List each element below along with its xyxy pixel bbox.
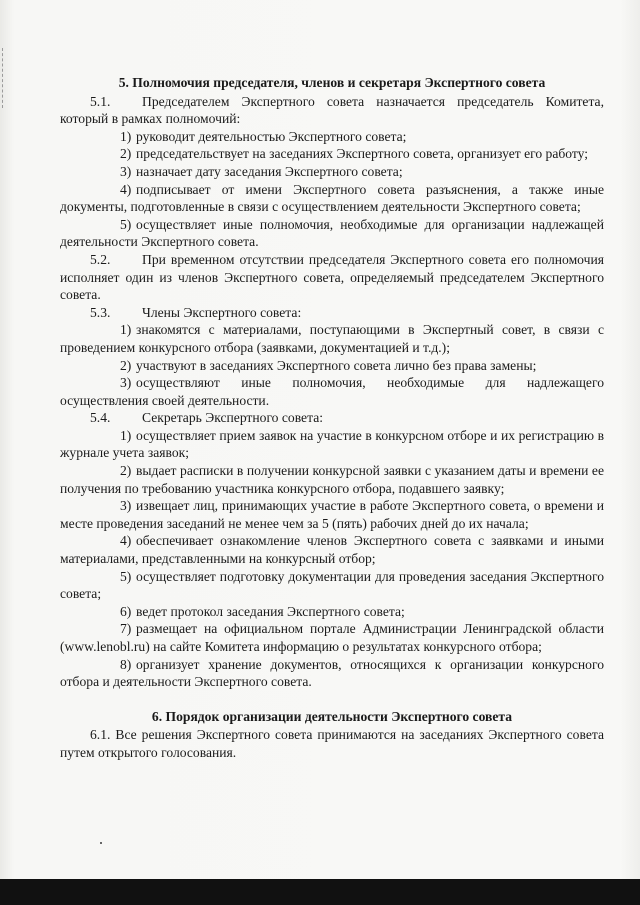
list-item [60, 163, 604, 181]
list-item [60, 145, 604, 163]
list-item [60, 374, 604, 409]
list-item-text: осуществляет прием заявок на участие в конкурсном отборе и их регистрацию в журнале учета заявок; [60, 427, 604, 461]
list-item-number: 2) [120, 463, 132, 479]
list-item-text: выдает расписки в получении конкурсной заявки с указанием даты и времени ее получения по требованию участника конкурсного отбора, подавшего заявку; [60, 463, 604, 496]
list-item [60, 427, 604, 462]
clause-number: 5.4. [90, 410, 111, 426]
list-item-number: 4) [120, 533, 132, 549]
list-item [60, 568, 604, 603]
list-item-text: организует хранение документов, относящихся к организации конкурсного отбора и деятельности Экспертного совета. [60, 656, 604, 690]
clause-5-2 [60, 251, 604, 304]
clause-text: Члены Экспертного совета: [142, 304, 302, 320]
list-item-number: 6) [120, 603, 132, 619]
list-item-text: знакомятся с материалами, поступающими в Экспертный совет, в связи с проведением конкурсного отбора (заявками, документацией и т.д.); [60, 322, 604, 355]
list-item [60, 128, 604, 146]
list-item-number: 2) [120, 357, 132, 373]
list-item-text: ведет протокол заседания Экспертного совета; [136, 603, 405, 619]
list-item [60, 357, 604, 375]
clause-number: 5.3. [90, 304, 111, 320]
list-item [60, 532, 604, 567]
list-item-number: 3) [120, 498, 132, 514]
list-item-text: участвуют в заседаниях Экспертного совета лично без права замены; [136, 357, 537, 373]
list-item-number: 3) [120, 375, 132, 391]
list-item-text: руководит деятельностью Экспертного совета; [136, 128, 407, 144]
clause-number: 5.2. [90, 251, 111, 267]
list-item-number: 1) [120, 128, 132, 144]
scan-edge-mark [2, 48, 6, 108]
clause-5-4 [60, 409, 604, 427]
clause-text: При временном отсутствии председателя Экспертного совета его полномочия исполняет один из членов Экспертного совета, определяемый председателем Экспертного совета. [60, 251, 604, 303]
clause-number: 5.1. [90, 93, 111, 109]
clause-5-1-items [60, 128, 604, 251]
list-item-text: осуществляет подготовку документации для проведения заседания Экспертного совета; [60, 568, 604, 602]
list-item [60, 497, 604, 532]
list-item [60, 321, 604, 356]
list-item-text: председательствует на заседаниях Экспертного совета, организует его работу; [136, 146, 589, 162]
list-item-text: подписывает от имени Экспертного совета разъяснения, а также иные документы, подготовленные в связи с осуществлением деятельности Экспертного совета; [60, 181, 604, 215]
clause-text: Председателем Экспертного совета назначается председатель Комитета, который в рамках полномочий: [60, 93, 604, 127]
list-item-text: размещает на официальном портале Администрации Ленинградской области (www.lenobl.ru) на сайте Комитета информацию о результатах конкурсного отбора; [60, 621, 604, 654]
clause-5-3 [60, 304, 604, 322]
list-item-number: 1) [120, 427, 132, 443]
document-body [60, 74, 604, 762]
list-item-number: 5) [120, 216, 132, 232]
list-item-number: 8) [120, 656, 132, 672]
list-item-number: 1) [120, 322, 132, 338]
list-item-text: извещает лиц, принимающих участие в работе Экспертного совета, о времени и месте проведения заседаний не менее чем за 5 (пять) рабочих дней до их начала; [60, 498, 604, 531]
clause-6-1: 6.1. Все решения Экспертного совета принимаются на заседаниях Экспертного совета путем открытого голосования. [60, 727, 604, 760]
section-5-title: 5. Полномочия председателя, членов и секретаря Экспертного совета [118, 75, 546, 90]
list-item-number: 3) [120, 163, 132, 179]
list-item [60, 603, 604, 621]
clause-5-1 [60, 93, 604, 128]
scan-dot [100, 842, 102, 844]
list-item-text: обеспечивает ознакомление членов Экспертного совета с заявками и иными материалами, представленными на конкурсный отбор; [60, 533, 604, 567]
list-item [60, 181, 604, 216]
list-item-number: 2) [120, 146, 132, 162]
list-item-text: назначает дату заседания Экспертного совета; [136, 163, 403, 179]
list-item-number: 4) [120, 181, 132, 197]
list-item [60, 216, 604, 251]
clause-5-3-items [60, 321, 604, 409]
scan-bottom-edge [0, 879, 640, 905]
list-item-text: осуществляют иные полномочия, необходимые для надлежащего осуществления своей деятельности. [60, 375, 604, 408]
clause-5-4-items [60, 427, 604, 691]
clause-text: Секретарь Экспертного совета: [142, 410, 323, 426]
list-item [60, 656, 604, 691]
list-item-number: 5) [120, 568, 132, 584]
list-item [60, 462, 604, 497]
list-item [60, 620, 604, 655]
list-item-number: 7) [120, 621, 132, 637]
list-item-text: осуществляет иные полномочия, необходимые для организации надлежащей деятельности Экспертного совета. [60, 216, 604, 250]
section-6-title: 6. Порядок организации деятельности Экспертного совета [151, 708, 513, 724]
